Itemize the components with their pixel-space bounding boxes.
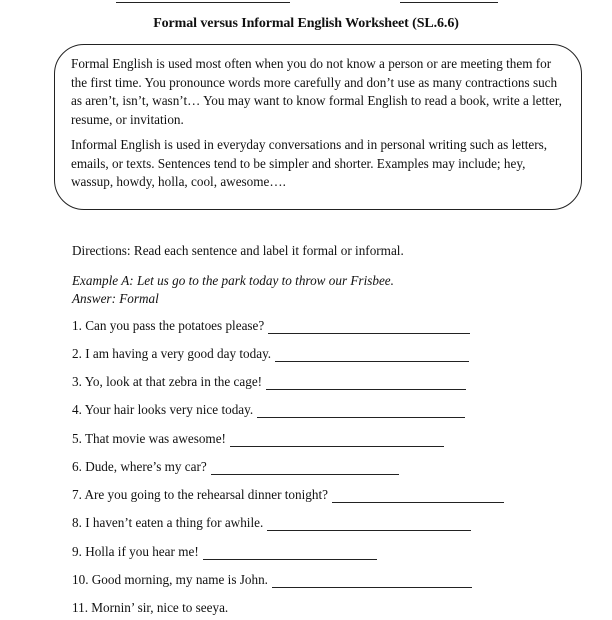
answer-blank[interactable] — [272, 573, 472, 588]
question-item — [72, 572, 472, 588]
example-block — [72, 272, 394, 308]
answer-blank[interactable] — [203, 545, 377, 560]
question-item — [72, 487, 504, 503]
question-text: 7. Are you going to the rehearsal dinner tonight? — [72, 487, 328, 502]
name-blank-line — [116, 2, 290, 3]
question-item — [72, 459, 399, 475]
question-text: 6. Dude, where’s my car? — [72, 459, 207, 474]
example-sentence: Example A: Let us go to the park today to throw our Frisbee. — [72, 273, 394, 288]
question-item — [72, 374, 466, 390]
question-text: 2. I am having a very good day today. — [72, 346, 272, 361]
answer-blank[interactable] — [230, 432, 444, 447]
answer-blank[interactable] — [211, 460, 399, 475]
question-item — [72, 318, 470, 334]
example-answer: Answer: Formal — [72, 291, 159, 306]
question-text: 5. That movie was awesome! — [72, 431, 226, 446]
question-text: 4. Your hair looks very nice today. — [72, 402, 254, 417]
question-item — [72, 515, 471, 531]
date-blank-line — [400, 2, 498, 3]
informal-english-paragraph: Informal English is used in everyday conversations and in personal writing such as letters, emails, or texts. Sentences tend to be simpler and shorter. Examples may include; hey, wassup, howdy, holla, cool, awesome…. — [71, 137, 548, 189]
question-item — [72, 544, 377, 560]
question-text: 3. Yo, look at that zebra in the cage! — [72, 374, 263, 389]
answer-blank[interactable] — [267, 516, 471, 531]
answer-blank[interactable] — [332, 488, 504, 503]
answer-blank[interactable] — [266, 375, 466, 390]
question-item — [72, 346, 469, 362]
question-item — [72, 402, 465, 418]
question-text: 10. Good morning, my name is John. — [72, 572, 268, 587]
answer-blank[interactable] — [275, 347, 469, 362]
question-text: 9. Holla if you hear me! — [72, 544, 199, 559]
formal-english-paragraph: Formal English is used most often when you do not know a person or are meeting them for the first time. You pronounce words more carefully and don’t use as many contractions such as aren’t, isn’t, wasn’t… You may want to know formal English to read a book, write a letter, resume, or invitation. — [71, 56, 562, 127]
question-item — [72, 600, 228, 616]
info-box — [54, 44, 582, 210]
directions: Directions: Read each sentence and label it formal or informal. — [72, 243, 404, 258]
question-text: 1. Can you pass the potatoes please? — [72, 318, 265, 333]
question-text: 11. Mornin’ sir, nice to seeya. — [72, 600, 229, 615]
question-text: 8. I haven’t eaten a thing for awhile. — [72, 515, 264, 530]
question-item — [72, 431, 444, 447]
worksheet-title: Formal versus Informal English Worksheet (SL.6.6) — [153, 16, 459, 31]
answer-blank[interactable] — [268, 319, 470, 334]
answer-blank[interactable] — [257, 403, 465, 418]
